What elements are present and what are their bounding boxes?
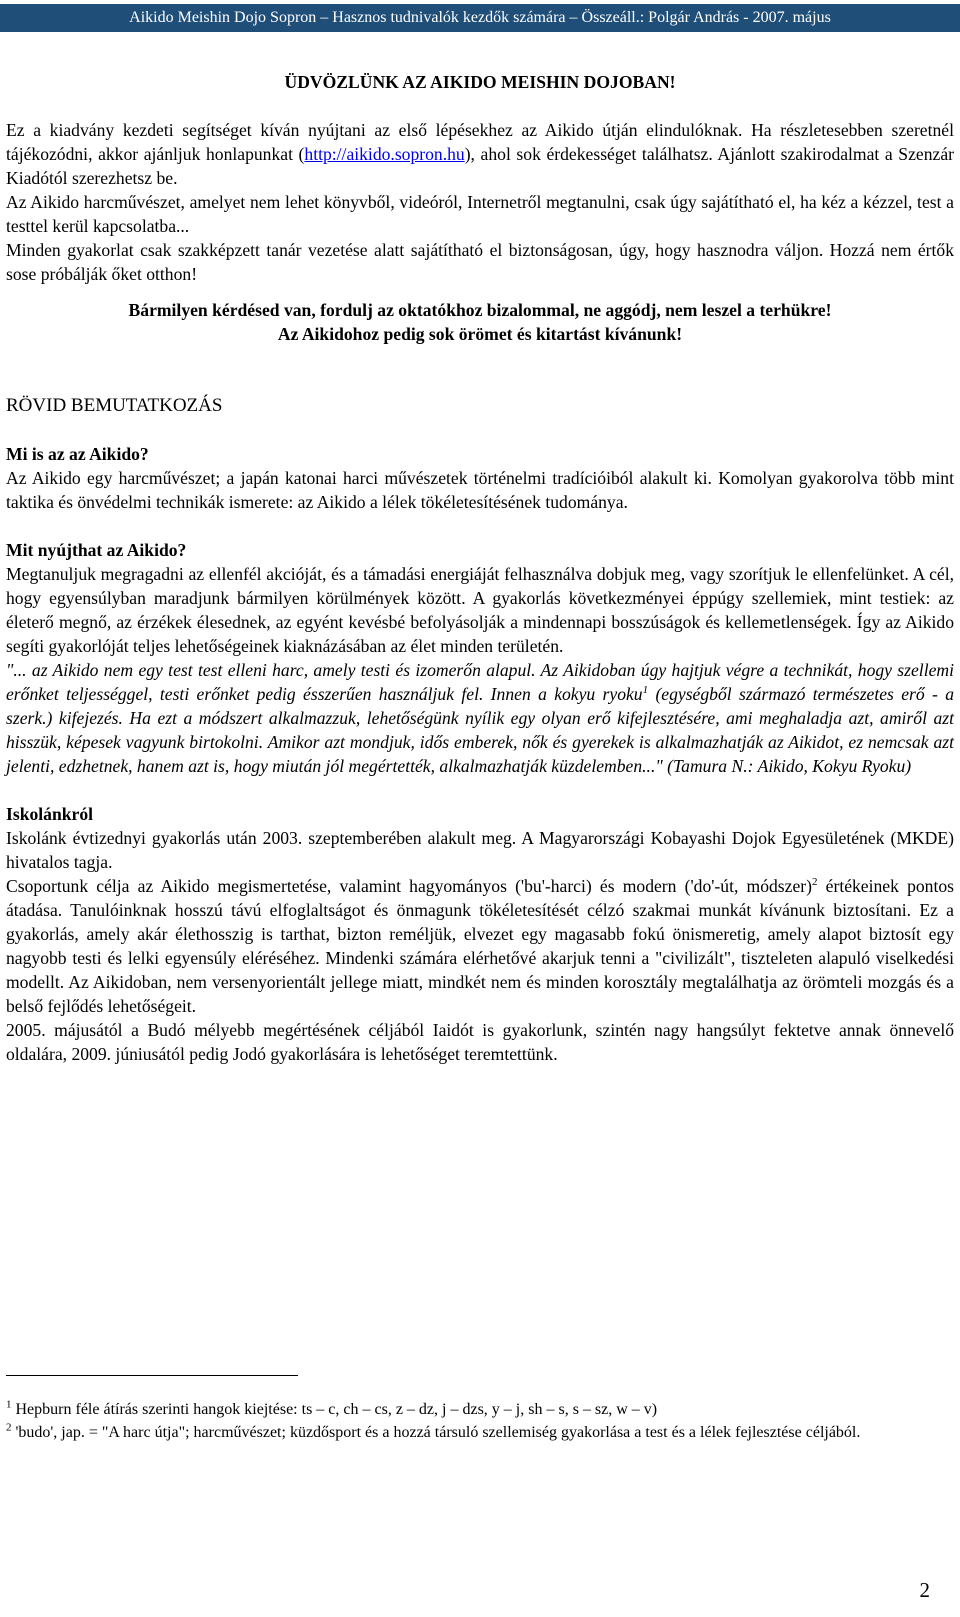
- running-header: [0, 4, 960, 32]
- tamura-quote-start: "... az Aikido nem egy test test elleni harc, amely testi és izomerőn alapul. Az Aikidoban úgy hajtjuk végre a technikát, hogy szellemi erőnket teljességgel, testi erőnket pedig ésszerűen használjuk fel. Innen a kokyu ryoku: [6, 660, 954, 704]
- intro-section-title: RÖVID BEMUTATKOZÁS: [6, 395, 223, 416]
- footnote-2-text: 'budo', jap. = "A harc útja"; harcművészet; küzdősport és a hozzá társuló szellemiség gyakorlása a test és a lélek fejlesztése céljából.: [11, 1424, 861, 1441]
- footnote-2-number: 2: [6, 1421, 12, 1434]
- answer-what-is-aikido: Az Aikido egy harcművészet; a japán katonai harci művészetek történelmi tradícióiból alakult ki. Komolyan gyakorolva több mint taktika és önvédelmi technikák ismerete: az Aikido a lélek tökéletesítésének tudománya.: [6, 468, 954, 512]
- school-paragraph-2-end: értékeinek pontos átadása. Tanulóinknak hosszú távú elfoglaltságot és önmagunk tökéletesítését célzó szakmai munkát kívánunk biztosítani. Ez a gyakorlás, amely akár élethosszig is tarthat, bizton reméljük, elvezet egy magasabb fokú önismeretig, amely alapot biztosít egy nagyobb testi és lelki egyensúly eléréséhez. Mindenki számára elérhetővé akarjuk tenni a "civilizált", tiszteleten alapuló viselkedési modellt. Az Aikidoban, nem versenyorientált jellege miatt, mindkét nem és minden korosztály megtalálhatja az örömteli mozgás és a belső fejlődés lehetőségeit.: [6, 876, 954, 1016]
- footnote-1-number: 1: [6, 1398, 12, 1411]
- tamura-quote-end: (egységből származó természetes erő - a szerk.) kifejezés. Ha ezt a módszert alkalmazzuk, lehetőségünk nyílik egy olyan erő kifejlesztésére, ami meghaladja azt, amiről azt hisszük, képesek vagyunk birtokolni. Amikor azt mondjuk, idős emberek, nők és gyerekek is alkalmazhatják az Aikidot, ez nemcsak azt jelenti, edzhetnek, hanem azt is, hogy miután jól megértették, alkalmazhatják küzdelemben..." (Tamura N.: Aikido, Kokyu Ryoku): [6, 684, 954, 776]
- footnote-1-text: Hepburn féle átírás szerinti hangok kiejtése: ts – c, ch – cs, z – dz, j – dzs, y – j, sh – s, s – sz, w – v): [11, 1401, 658, 1418]
- welcome-paragraph-2: Az Aikido harcművészet, amelyet nem lehet könyvből, videóról, Internetről megtanulni, csak úgy sajátítható el, ha kéz a kézzel, test a testtel kerül kapcsolatba...: [6, 192, 954, 236]
- school-paragraph-1: Iskolánk évtizednyi gyakorlás után 2003. szeptemberében alakult meg. A Magyarországi Kobayashi Dojok Egyesületének (MKDE) hivatalos tagja.: [6, 828, 954, 872]
- welcome-paragraph-1: [6, 118, 954, 190]
- footnote-ref-2: 2: [811, 876, 818, 889]
- document-body: [6, 70, 954, 1066]
- question-what-aikido-offers: Mit nyújthat az Aikido?: [6, 540, 187, 560]
- answer-what-aikido-offers: Megtanuljuk megragadni az ellenfél akcióját, és a támadási energiáját felhasználva dobjuk meg, vagy szorítjuk le ellenfelünket. A cél, hogy egyensúlyban maradjunk bármilyen körülmények között. A gyakorlás következményei éppúgy szellemiek, mint testiek: az életerő megnő, az érzékek élesednek, az egyént kevésbé befolyásolják a mindennapi bosszúságok és kellemetlenségek. Így az Aikido segíti gyakorlóját teljes lehetőségeinek kiaknázásában az élet minden területén.: [6, 564, 954, 656]
- tamura-quote: [6, 658, 954, 778]
- footnote-ref-1: 1: [642, 684, 649, 697]
- encouragement-line-1: Bármilyen kérdésed van, fordulj az oktatókhoz bizalommal, ne aggódj, nem leszel a terhükre!: [128, 300, 832, 320]
- footnote-2: [6, 1421, 954, 1444]
- website-link[interactable]: http://aikido.sopron.hu: [304, 144, 465, 164]
- page-number: 2: [919, 1578, 930, 1602]
- footnotes: [6, 1398, 954, 1444]
- school-paragraph-2: [6, 874, 954, 1018]
- school-paragraph-3: 2005. májusától a Budó mélyebb megértésének céljából Iaidót is gyakorlunk, szintén nagy hangsúlyt fektetve annak önnevelő oldalára, 2009. júniusától pedig Jodó gyakorlására is lehetőséget teremtettünk.: [6, 1020, 954, 1064]
- footnote-1: [6, 1398, 954, 1421]
- running-header-text: Aikido Meishin Dojo Sopron – Hasznos tudnivalók kezdők számára – Összeáll.: Polgár András - 2007. május: [129, 9, 831, 26]
- school-paragraph-2-start: Csoportunk célja az Aikido megismertetése, valamint hagyományos ('bu'-harci) és modern ('do'-út, módszer): [6, 876, 812, 896]
- welcome-paragraph-1-start: Ez a kiadvány kezdeti segítséget kíván nyújtani az első lépésekhez az Aikido útján elindulóknak. Ha részletesebben szeretnél tájékozódni, akkor ajánljuk honlapunkat (: [6, 120, 954, 164]
- footnote-separator: [6, 1375, 298, 1376]
- encouragement-line-2: Az Aikidohoz pedig sok örömet és kitartást kívánunk!: [277, 324, 683, 344]
- welcome-title: ÜDVÖZLÜNK AZ AIKIDO MEISHIN DOJOBAN!: [284, 72, 676, 92]
- school-section-title: Iskolánkról: [6, 804, 94, 824]
- welcome-paragraph-3: Minden gyakorlat csak szakképzett tanár vezetése alatt sajátítható el biztonságosan, úgy, hogy hasznodra váljon. Hozzá nem értők sose próbálják őket otthon!: [6, 240, 954, 284]
- question-what-is-aikido: Mi is az az Aikido?: [6, 444, 149, 464]
- welcome-paragraph-1-end: ), ahol sok érdekességet találhatsz. Ajánlott szakirodalmat a Szenzár Kiadótól szerezhetsz be.: [6, 144, 954, 188]
